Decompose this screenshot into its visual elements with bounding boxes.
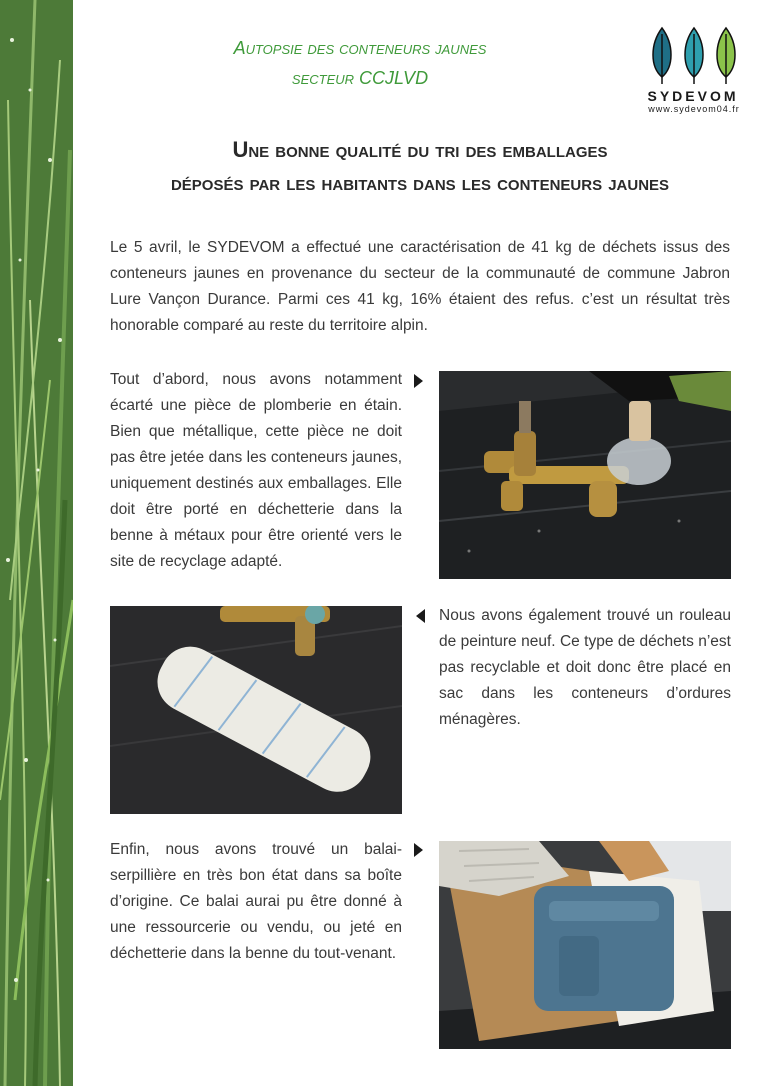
logo-name: SYDEVOM [647, 88, 739, 104]
paint-roller-photo [110, 606, 402, 814]
section-1-text: Tout d’abord, nous avons notamment écarté une pièce de plomberie en étain. Bien que métallique, cette pièce ne doit pas être jetée dans les conteneurs jaunes, uniquement destinés aux emballages. Elle doit être porté en déchetterie dans la benne à métaux pour être orienté vers le site de recyclage adapté. [110, 371, 402, 570]
section-3-text: Enfin, nous avons trouvé un balai-serpillière en très bon état dans sa boîte d’origine. Ce balai aurai pu être donné à une ressourcerie ou vendu, ou jeté en déchetterie dans la benne du tout-venant. [110, 841, 402, 962]
subtitle-line-2: secteur CCJLVD [291, 68, 429, 88]
arrow-left-icon [416, 609, 425, 623]
intro-paragraph: Le 5 avril, le SYDEVOM a effectué une caractérisation de 41 kg de déchets issus des conteneurs jaunes en provenance du secteur de la communauté de commune Jabron Lure Vançon Durance. Parmi ces 41 kg, 16% étaient des refus. c’est un résultat très honorable comparé au reste du territoire alpin. [110, 239, 730, 334]
subtitle-line-1: Autopsie des conteneurs jaunes [233, 38, 487, 58]
logo-url: www.sydevom04.fr [648, 104, 740, 114]
main-title-line-2: déposés par les habitants dans les conteneurs jaunes [170, 170, 670, 195]
plumbing-part-photo [439, 371, 731, 579]
grass-photo-strip [0, 0, 73, 1086]
mop-box-photo [439, 841, 731, 1049]
section-2-text: Nous avons également trouvé un rouleau de peinture neuf. Ce type de déchets n’est pas recyclable et doit donc être placé en sac dans les conteneurs d’ordures ménagères. [439, 607, 731, 728]
main-title-line-1: Une bonne qualité du tri des emballages [232, 137, 608, 162]
arrow-right-icon [414, 843, 423, 857]
arrow-right-icon [414, 374, 423, 388]
